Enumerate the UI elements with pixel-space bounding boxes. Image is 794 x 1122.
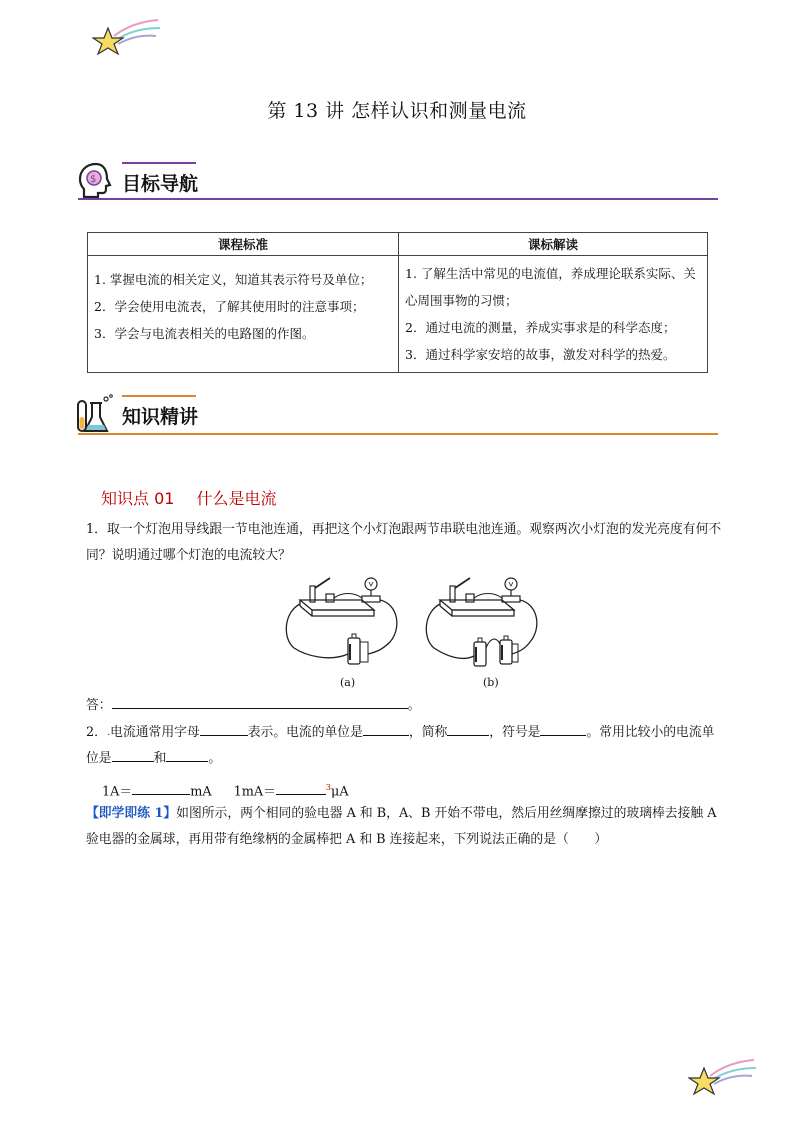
- q2-part: ，符号是: [489, 725, 541, 740]
- circuit-figure-b: [422, 572, 552, 676]
- q2-part: 。常用比较小的电流单位是: [86, 725, 715, 766]
- fill-blank[interactable]: [363, 721, 409, 736]
- question-1-text: 1．取一个灯泡用导线跟一节电池连通，再把这个小灯泡跟两节串联电池连通。观察两次小灯泡的发光亮度有何不同？说明通过哪个灯泡的电流较大？: [86, 522, 722, 563]
- standard-item: 2．学会使用电流表，了解其使用时的注意事项；: [94, 299, 365, 314]
- section-goal-title: 目标导航: [122, 173, 199, 195]
- fill-blank[interactable]: [447, 721, 489, 736]
- q2-part: ，简称: [408, 725, 448, 740]
- interpretation-item: 3．通过科学家安培的故事，激发对科学的热爱。: [405, 347, 676, 362]
- section-goal-divider: [78, 198, 718, 200]
- q2-part: 。: [208, 751, 222, 766]
- standards-table: [87, 232, 708, 373]
- answer-end: 。: [407, 698, 421, 713]
- section-topbar: [122, 395, 196, 397]
- conversion-1-unit: mA: [190, 784, 212, 800]
- answer-blank[interactable]: [112, 694, 408, 709]
- svg-text:$: $: [90, 174, 97, 185]
- question-2-text: [86, 720, 726, 772]
- knowledge-point-number: 知识点 01: [101, 489, 175, 508]
- standard-item: 1. 掌握电流的相关定义，知道其表示符号及单位；: [94, 272, 373, 287]
- section-knowledge-title: 知识精讲: [122, 406, 199, 428]
- interpretation-item: 1. 了解生活中常见的电流值，养成理论联系实际、关心周围事物的习惯；: [405, 266, 696, 308]
- lab-flask-icon: [76, 393, 116, 435]
- fill-blank[interactable]: [166, 747, 208, 762]
- practice-1-text: [86, 801, 726, 853]
- q2-part: 电流通常用字母: [110, 725, 200, 740]
- answer-label: 答：: [86, 698, 112, 713]
- knowledge-point-name: 什么是电流: [196, 489, 277, 508]
- interpretation-item: 2．通过电流的测量，养成实事求是的科学态度；: [405, 320, 676, 335]
- q2-prefix: 2．: [86, 725, 107, 740]
- table-header-standard: 课程标准: [88, 233, 399, 256]
- section-knowledge-divider: [78, 433, 718, 435]
- practice-body: 如图所示，两个相同的验电器 A 和 B，A、B 开始不带电，然后用丝绸摩擦过的玻璃棒去接触 A 验电器的金属球，再用带有绝缘柄的金属棒把 A 和 B 连接起来，下列说法正确的是（ ）: [86, 806, 717, 847]
- q2-part: 表示。电流的单位是: [247, 725, 363, 740]
- fill-blank[interactable]: [132, 780, 190, 795]
- q2-marker: .: [106, 727, 111, 738]
- figure-b-caption: (b): [483, 676, 499, 689]
- circuit-figure-a: [282, 572, 412, 676]
- head-gear-icon: [76, 160, 116, 200]
- figure-a-caption: (a): [340, 676, 356, 689]
- conversion-2-superscript: 3: [325, 783, 331, 792]
- conversion-2-unit: μA: [331, 784, 349, 800]
- fill-blank[interactable]: [112, 747, 154, 762]
- standard-item: 3．学会与电流表相关的电路图的作图。: [94, 326, 315, 341]
- q2-part: 和: [153, 751, 167, 766]
- section-goal-header: [76, 160, 276, 202]
- practice-tag: 【即学即练 1】: [86, 806, 177, 821]
- fill-blank[interactable]: [276, 780, 326, 795]
- page-title: 第 13 讲 怎样认识和测量电流: [267, 100, 527, 122]
- answer-line: [86, 693, 726, 719]
- section-topbar: [122, 162, 196, 164]
- standards-left-cell: [88, 256, 399, 373]
- knowledge-point-heading: [101, 486, 276, 509]
- table-header-interpretation: 课标解读: [399, 233, 708, 256]
- section-knowledge-header: [76, 393, 276, 435]
- star-decoration-icon: [688, 1056, 760, 1098]
- fill-blank[interactable]: [200, 721, 248, 736]
- standards-right-cell: [399, 256, 708, 373]
- conversion-1-left: 1A＝: [102, 784, 133, 800]
- fill-blank[interactable]: [540, 721, 586, 736]
- star-decoration-icon: [92, 16, 164, 58]
- conversion-2-left: 1mA＝: [233, 784, 276, 800]
